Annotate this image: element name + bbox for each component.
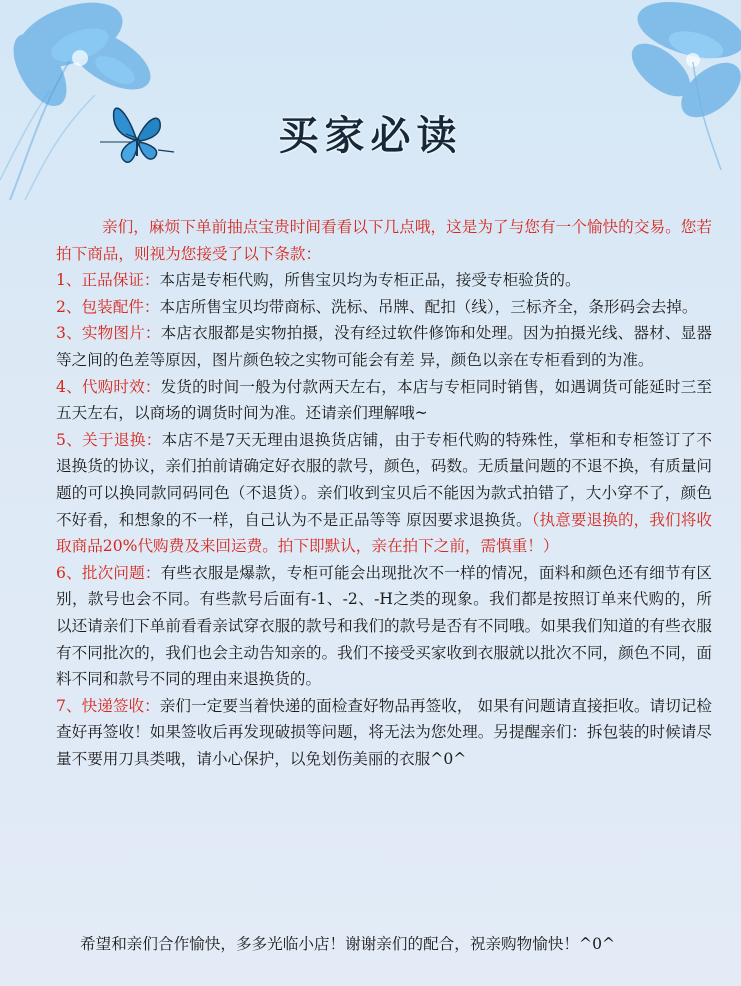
intro-text: 亲们，麻烦下单前抽点宝贵时间看看以下几点哦，这是为了与您有一个愉快的交易。您若拍下商品，则视为您接受了以下条款： [56, 218, 712, 263]
term-text: 发货的时间一般为付款两天左右，本店与专柜同时销售，如遇调货可能延时三至五天左右，以商场的调货时间为准。还请亲们理解哦~ [56, 377, 712, 423]
term-item-7 [56, 693, 712, 773]
term-heading: 快递签收： [81, 696, 160, 715]
term-item-2 [56, 294, 712, 321]
term-heading: 关于退换： [82, 430, 162, 449]
term-num: 4、 [56, 377, 82, 396]
term-heading: 批次问题： [81, 563, 161, 582]
term-heading: 包装配件： [81, 297, 160, 316]
term-heading: 正品保证： [81, 271, 160, 290]
terms-content [56, 214, 712, 772]
term-note: （执意要退换的，我们将收取商品20%代购费及来回运费。拍下即默认，亲在拍下之前，需慎重！） [56, 510, 713, 556]
term-num: 3、 [56, 324, 82, 343]
page-title: 买家必读 [278, 113, 463, 159]
term-item-3 [56, 320, 712, 373]
term-num: 1、 [56, 271, 82, 290]
term-item-1 [56, 267, 712, 294]
term-text: 本店是专柜代购，所售宝贝均为专柜正品，接受专柜验货的。 [159, 271, 581, 290]
term-item-4 [56, 374, 712, 427]
term-num: 6、 [56, 563, 82, 582]
term-text: 亲们一定要当着快递的面检查好物品再签收， 如果有问题请直接拒收。请切记检查好再签收！如果签收后再发现破损等问题，将无法为您处理。另提醒亲们：拆包装的时候请尽量不要用刀具类哦，请小心保护，以免划伤美丽的衣服^0^ [56, 696, 712, 768]
term-num: 5、 [56, 430, 83, 449]
term-text: 本店衣服都是实物拍摄，没有经过软件修饰和处理。因为拍摄光线、器材、显器等之间的色差等原因，图片颜色较之实物可能会有差 异，颜色以亲在专柜看到的为准。 [56, 324, 712, 369]
term-text: 本店所售宝贝均带商标、洗标、吊牌、配扣（线），三标齐全，条形码会去掉。 [159, 297, 698, 316]
term-item-5 [56, 427, 712, 560]
term-text: 本店不是7天无理由退换货店铺，由于专柜代购的特殊性，掌柜和专柜签订了不退换货的协议，亲们拍前请确定好衣服的款号，颜色，码数。无质量问题的不退不换，有质量问题的可以换同款同码同色（不退货）。亲们收到宝贝后不能因为款式拍错了，大小穿不了，颜色不好看，和想象的不一样，自己认为不是正品等等 原因要求退换货。 [56, 430, 712, 529]
term-num: 2、 [56, 297, 82, 316]
term-heading: 实物图片： [81, 324, 161, 343]
term-heading: 代购时效： [81, 377, 161, 396]
term-text: 有些衣服是爆款，专柜可能会出现批次不一样的情况，面料和颜色还有细节有区别，款号也会不同。有些款号后面有-1、-2、-H之类的现象。我们都是按照订单来代购的，所以还请亲们下单前看看亲试穿衣服的款号和我们的款号是否有不同哦。如果我们知道的有些衣服有不同批次的，我们也会主动告知亲的。我们不接受买家收到衣服就以批次不同，颜色不同，面料不同和款号不同的理由来退换货的。 [56, 563, 712, 689]
term-num: 7、 [56, 696, 82, 715]
closing-message: 希望和亲们合作愉快，多多光临小店！谢谢亲们的配合，祝亲购物愉快！^0^ [80, 935, 616, 953]
term-item-6 [56, 560, 712, 693]
